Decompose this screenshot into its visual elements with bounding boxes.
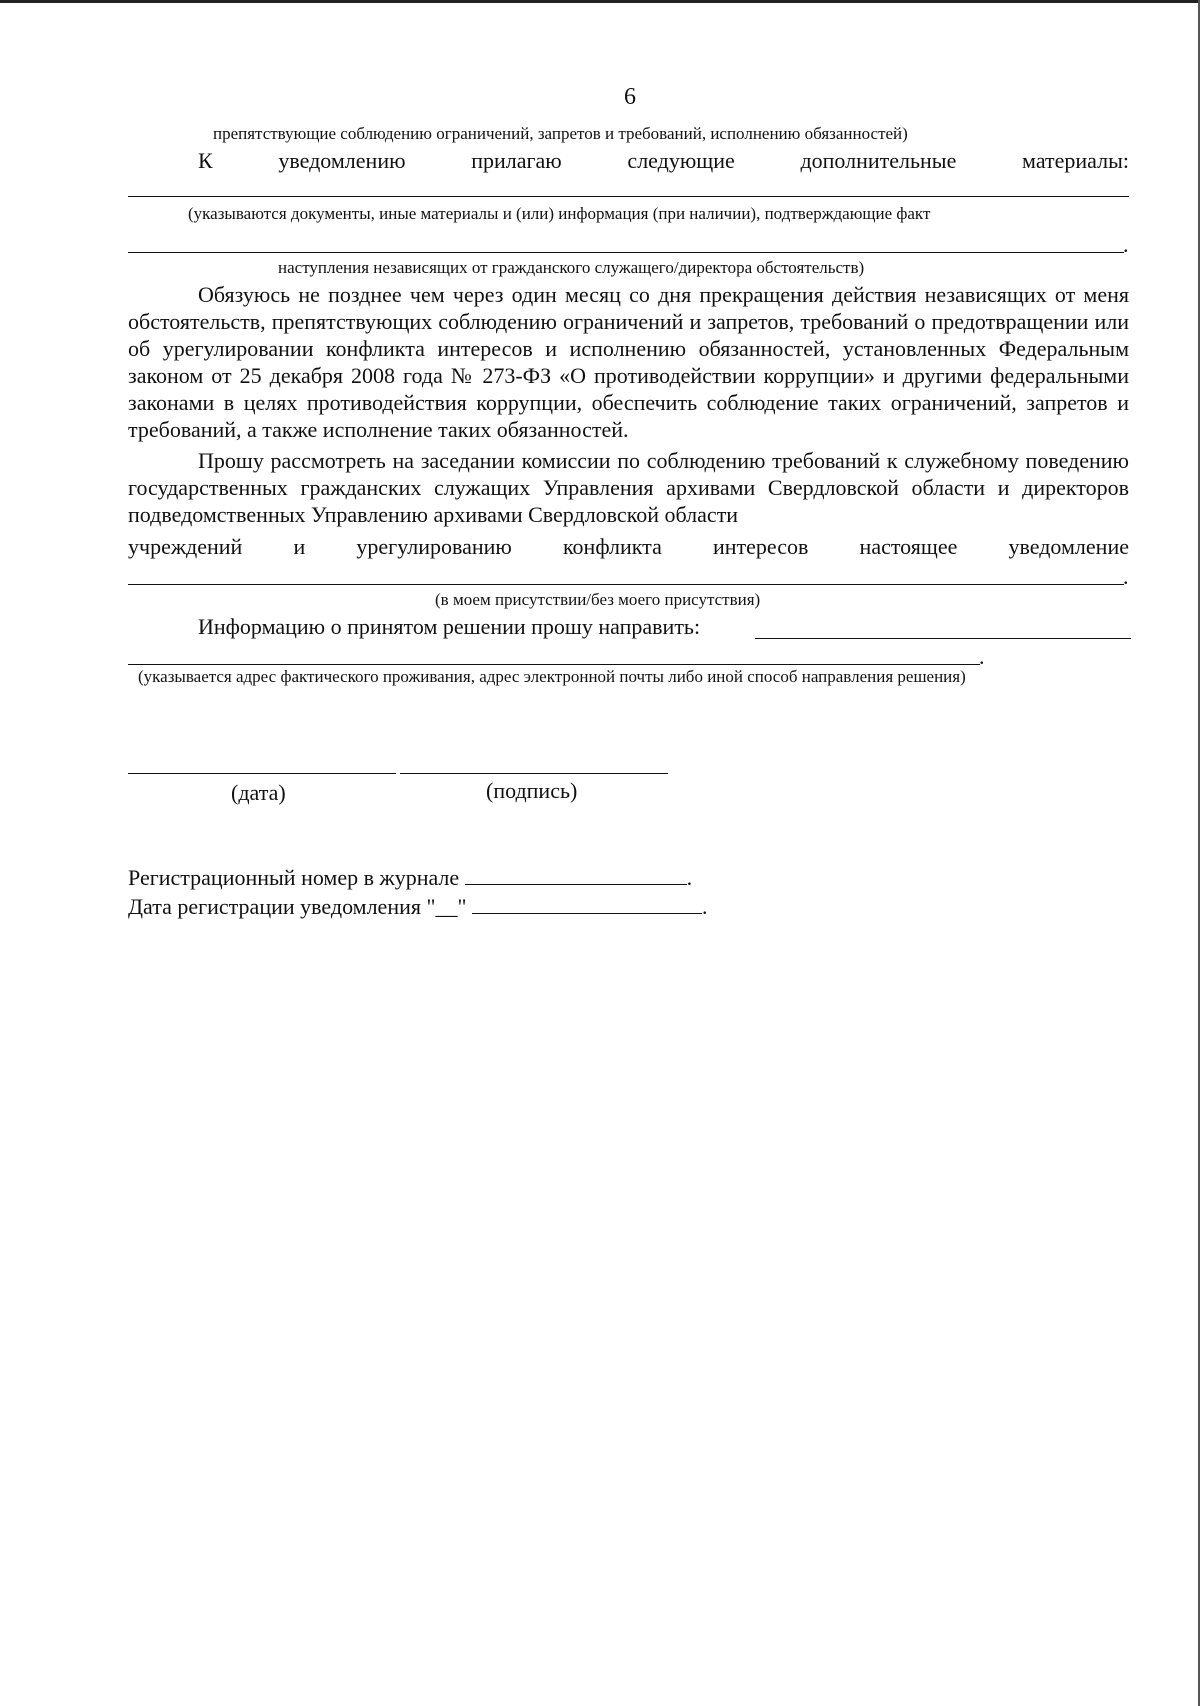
page-number: 6 xyxy=(624,84,636,110)
info-period: . xyxy=(979,644,985,669)
materials-period: . xyxy=(1123,232,1129,257)
caption-presence: (в моем присутствии/без моего присутствия) xyxy=(435,590,761,609)
reg-number-row xyxy=(128,864,692,891)
info-field-line-2[interactable] xyxy=(128,664,980,665)
reg-number-label: Регистрационный номер в журнале xyxy=(128,865,460,890)
reg-date-field[interactable] xyxy=(472,893,702,914)
date-field-line[interactable] xyxy=(128,773,396,774)
materials-field-line-2[interactable] xyxy=(128,252,1124,253)
scan-top-edge xyxy=(0,0,1200,3)
signature-field-line[interactable] xyxy=(400,773,668,774)
reg-number-field[interactable] xyxy=(465,864,687,885)
commitment-paragraph: Обязуюсь не позднее чем через один месяц со дня прекращения действия независящих от меня обстоятельств, препятствующих соблюдению ограничений и запретов, требований о предотвращении или об урегулировании конфликта интересов и исполнению обязанностей, установленных Федеральным законом от 25 декабря 2008 года № 273-ФЗ «О противодействии коррупции» и другими федеральными законами в целях противодействия коррупции, обеспечить соблюдение таких ограничений, запретов и требований, а также исполнение таких обязанностей. xyxy=(128,282,1129,442)
presence-period: . xyxy=(1123,564,1129,589)
reg-date-label: Дата регистрации уведомления "__" xyxy=(128,894,467,919)
request-paragraph: Прошу рассмотреть на заседании комиссии по соблюдению требований к служебному поведению государственных гражданских служащих Управления архивами Свердловской области и директоров подведомственных Управлению архивами Свердловской области xyxy=(128,448,1129,527)
materials-field-line-1[interactable] xyxy=(128,196,1129,197)
presence-field-line[interactable] xyxy=(128,584,1124,585)
reg-number-period: . xyxy=(686,865,693,890)
info-field-line-1[interactable] xyxy=(755,638,1131,639)
caption-address: (указывается адрес фактического проживания, адрес электронной почты либо иной способ направления решения) xyxy=(138,667,966,686)
caption-materials-2: наступления независящих от гражданского служащего/директора обстоятельств) xyxy=(278,258,865,277)
signature-caption: (подпись) xyxy=(486,778,578,803)
reg-date-period: . xyxy=(701,894,708,919)
reg-date-row xyxy=(128,893,707,920)
request-last-line: учреждений и урегулированию конфликта интересов настоящее уведомление xyxy=(128,534,1129,559)
materials-line: К уведомлению прилагаю следующие дополнительные материалы: xyxy=(198,148,1129,173)
caption-materials-1: (указываются документы, иные материалы и (или) информация (при наличии), подтверждающие факт xyxy=(188,204,931,223)
caption-top: препятствующие соблюдению ограничений, запретов и требований, исполнению обязанностей) xyxy=(213,124,908,143)
info-label: Информацию о принятом решении прошу направить: xyxy=(198,614,701,639)
date-caption: (дата) xyxy=(231,780,286,805)
